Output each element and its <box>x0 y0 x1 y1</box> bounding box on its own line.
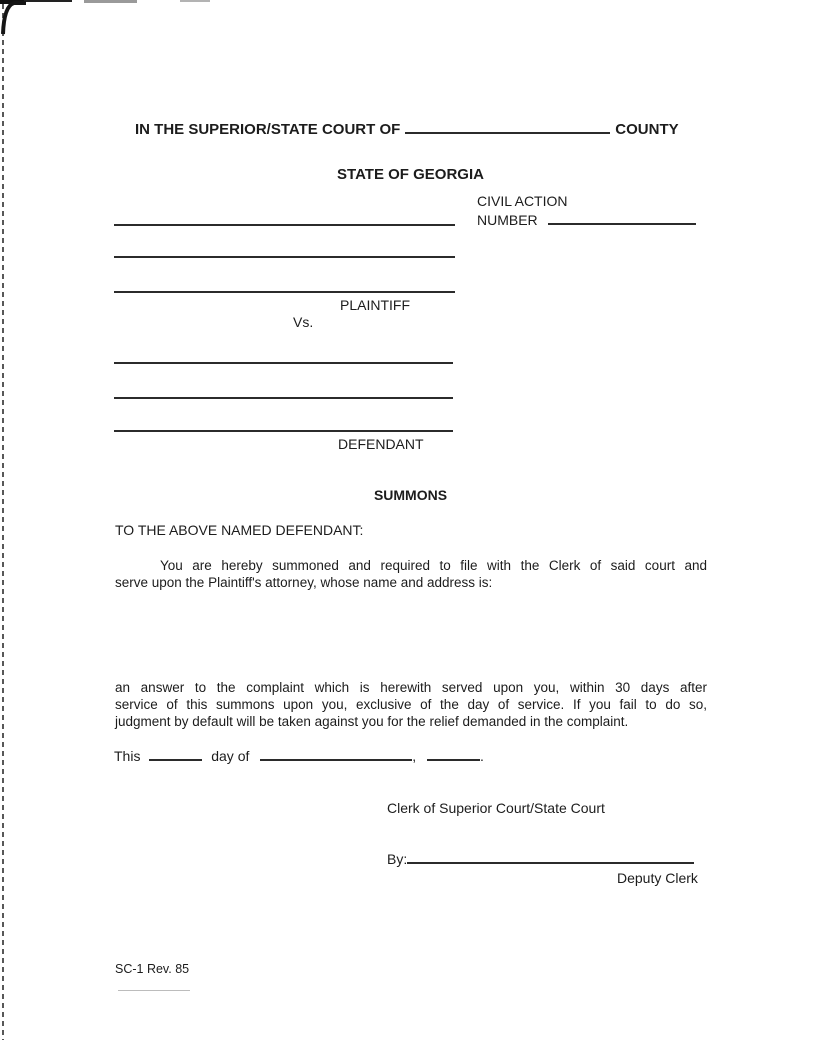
paragraph-line: You are hereby summoned and required to file with the Clerk of said court and <box>160 558 707 573</box>
form-number: SC-1 Rev. 85 <box>115 962 190 976</box>
court-title-line <box>135 121 679 138</box>
scan-artifact-faint-line <box>118 990 190 991</box>
defendant-name-line-1[interactable] <box>114 362 453 364</box>
day-blank-line[interactable] <box>149 757 202 761</box>
plaintiff-label: PLAINTIFF <box>340 297 411 313</box>
state-heading: STATE OF GEORGIA <box>337 166 484 183</box>
day-of-label: day of <box>211 748 250 764</box>
period: . <box>480 748 484 764</box>
scan-artifact-top-dash <box>84 0 137 3</box>
by-line <box>387 851 694 867</box>
date-line <box>114 748 484 764</box>
plaintiff-name-line-2[interactable] <box>114 256 455 258</box>
by-signature-line[interactable] <box>407 860 694 864</box>
court-title-suffix: COUNTY <box>615 121 679 138</box>
defendant-name-line-2[interactable] <box>114 397 453 399</box>
by-label: By: <box>387 851 408 867</box>
month-blank-line[interactable] <box>260 757 412 761</box>
civil-action-number-line[interactable] <box>548 221 696 225</box>
civil-action-block <box>477 192 696 230</box>
comma: , <box>412 748 417 764</box>
deputy-clerk-label: Deputy Clerk <box>617 870 698 886</box>
paragraph-line: judgment by default will be taken against you for the relief demanded in the complaint. <box>115 714 629 729</box>
scan-artifact-top-dash <box>180 0 210 2</box>
summons-paragraph-1 <box>115 557 707 591</box>
plaintiff-name-line-1[interactable] <box>114 224 455 226</box>
defendant-name-line-3[interactable] <box>114 430 453 432</box>
defendant-label: DEFENDANT <box>338 436 424 452</box>
clerk-title: Clerk of Superior Court/State Court <box>387 800 605 816</box>
civil-action-number-row <box>477 211 696 230</box>
summons-paragraph-2 <box>115 679 707 730</box>
paragraph-line: an answer to the complaint which is herewith served upon you, within 30 days after <box>115 680 707 695</box>
county-blank-line[interactable] <box>405 130 610 134</box>
court-title-prefix: IN THE SUPERIOR/STATE COURT OF <box>135 121 401 138</box>
scan-artifact-corner-curve <box>0 0 40 40</box>
scan-artifact-left-edge <box>2 4 4 1040</box>
summons-heading: SUMMONS <box>373 487 448 503</box>
vs-label: Vs. <box>293 314 314 330</box>
paragraph-line: service of this summons upon you, exclusive of the day of service. If you fail to do so, <box>115 697 707 712</box>
addressee-line: TO THE ABOVE NAMED DEFENDANT: <box>115 522 364 538</box>
year-blank-line[interactable] <box>427 757 480 761</box>
paragraph-line: serve upon the Plaintiff's attorney, whose name and address is: <box>115 575 493 590</box>
attorney-address-fill-area[interactable] <box>115 600 707 670</box>
this-label: This <box>114 748 141 764</box>
civil-action-label: CIVIL ACTION <box>477 193 568 209</box>
number-label: NUMBER <box>477 212 538 228</box>
plaintiff-name-line-3[interactable] <box>114 291 455 293</box>
